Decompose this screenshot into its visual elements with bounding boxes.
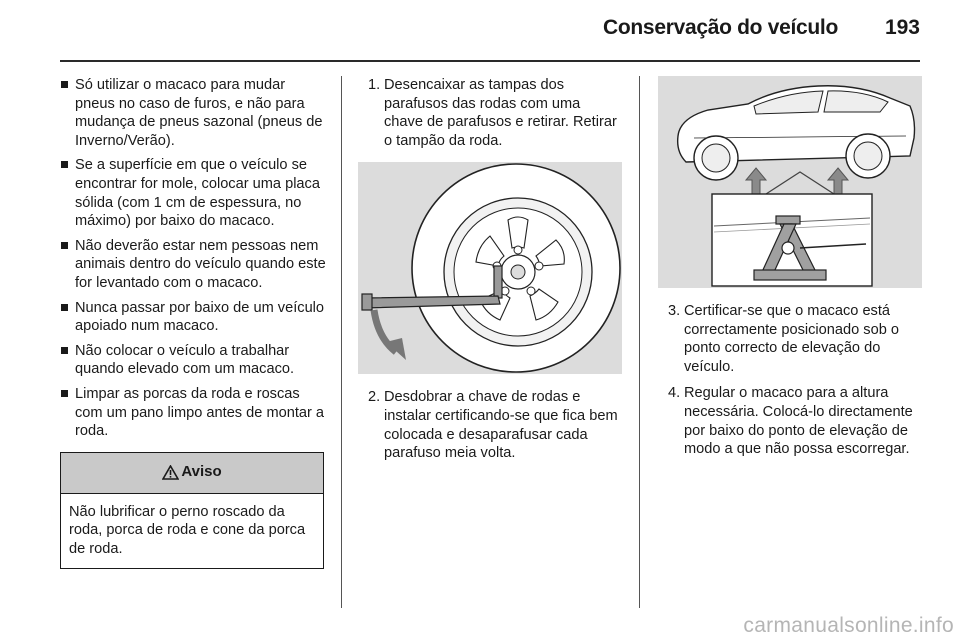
step-number: 3.: [668, 303, 681, 319]
bullet-square-icon: [61, 304, 68, 311]
list-item: Não deverão estar nem pessoas nem animais dentro do veículo quando este for levantado com o macaco.: [60, 237, 326, 293]
page-number: 193: [884, 16, 920, 39]
column-2: [358, 76, 622, 463]
section-title: Conservação do veículo: [603, 16, 838, 39]
step-text: Desdobrar a chave de rodas e instalar certificando-se que fica bem colocada e desaparafusar cada parafuso meia volta.: [384, 389, 618, 462]
bullet-square-icon: [61, 161, 68, 168]
step-number: 2.: [368, 389, 381, 406]
watermark: carmanualsonline.info: [743, 614, 954, 637]
bullet-square-icon: [61, 81, 68, 88]
wheel-wrench-illustration: [358, 162, 622, 374]
bullet-square-icon: [61, 347, 68, 354]
bullet-square-icon: [61, 390, 68, 397]
wheel-wrench-drawing: [358, 162, 622, 374]
header-rule: [60, 60, 920, 62]
warning-box: [60, 452, 324, 570]
list-item: Não colocar o veículo a trabalhar quando elevado com um macaco.: [60, 342, 326, 379]
column-1: [60, 76, 326, 569]
step-text: Certificar-se que o macaco está correctamente posicionado sob o ponto correcto de elevação do veículo.: [684, 303, 899, 375]
step-number: 1.: [368, 77, 381, 93]
step-2: [358, 388, 622, 462]
column-divider-2: [639, 76, 640, 608]
safety-bullet-list: [60, 76, 326, 441]
step-number: 4.: [668, 385, 681, 402]
car-jack-drawing: [658, 76, 922, 288]
warning-triangle-icon: [162, 465, 179, 480]
warning-text: Não lubrificar o perno roscado da roda, porca de roda e cone da porca de roda.: [69, 503, 306, 557]
step-3: [658, 302, 922, 376]
warning-title: Aviso: [181, 463, 222, 481]
step-4: [658, 384, 922, 458]
list-item: Só utilizar o macaco para mudar pneus no caso de furos, e não para mudança de pneus sazonal (pneus de Inverno/Verão).: [60, 76, 326, 150]
step-text: Desencaixar as tampas dos parafusos das rodas com uma chave de parafusos e retirar. Retirar o tampão da roda.: [384, 77, 617, 149]
warning-header: [61, 453, 323, 494]
step-text: Regular o macaco para a altura necessária. Colocá-lo directamente por baixo do ponto de elevação de modo a que não possa escorregar.: [684, 385, 913, 458]
list-item: Limpar as porcas da roda e roscas com um pano limpo antes de montar a roda.: [60, 385, 326, 441]
jack-position-illustration: [658, 76, 922, 288]
column-3: [658, 76, 922, 459]
list-item: Nunca passar por baixo de um veículo apoiado num macaco.: [60, 299, 326, 336]
page-header: [0, 0, 960, 62]
step-1: [358, 76, 622, 150]
bullet-square-icon: [61, 242, 68, 249]
list-item: Se a superfície em que o veículo se encontrar for mole, colocar uma placa sólida (com 1 cm de espessura, no máximo) por baixo do macaco.: [60, 156, 326, 230]
column-divider-1: [341, 76, 342, 608]
